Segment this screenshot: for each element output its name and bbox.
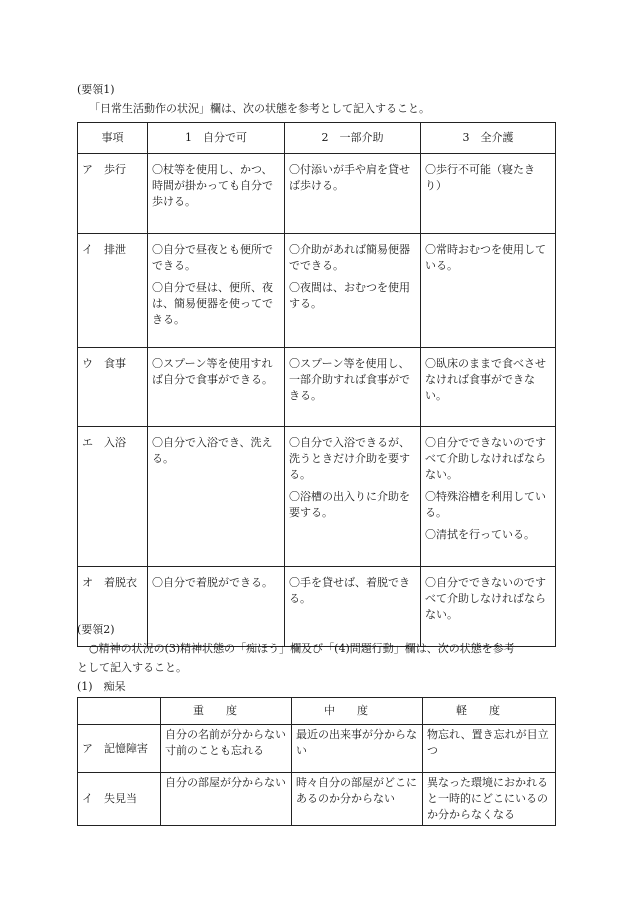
list-item: 〇浴槽の出入りに介助を要する。 [289, 489, 410, 519]
cell-partial [285, 154, 421, 234]
table-row-dressing [78, 567, 556, 647]
row-label: エ 入浴 [78, 427, 148, 567]
header-severe: 重度 [161, 698, 292, 725]
list-item: 〇清拭を行っている。 [425, 527, 535, 541]
list-item: 〇臥床のままで食べさせなければ食事ができない。 [425, 357, 546, 402]
cell-self [148, 348, 285, 427]
list-item: 〇スプーン等を使用すれば自分で食事ができる。 [152, 357, 273, 386]
cell-self [148, 567, 285, 647]
header-self: 1 自分で可 [148, 123, 285, 154]
header-partial-assist: 2 一部介助 [285, 123, 421, 154]
list-item: 〇杖等を使用し、かつ、時間が掛かっても自分で歩ける。 [152, 163, 273, 208]
table-row-walking [78, 154, 556, 234]
note1-heading: (要領1) [77, 83, 115, 96]
row-label: ウ 食事 [78, 348, 148, 427]
note2-heading: (要領2) [77, 623, 115, 636]
dementia-table [77, 697, 556, 826]
cell-partial [285, 348, 421, 427]
cell-self [148, 427, 285, 567]
header-mild: 軽度 [423, 698, 556, 725]
note2-line1: ○精神の状況の(3)精神状態の「痴ほう」欄及び「(4)問題行動」欄は、次の状態を参考 [89, 642, 515, 655]
cell-partial [285, 234, 421, 348]
row-label: ア 歩行 [78, 154, 148, 234]
header-item: 事項 [78, 123, 148, 154]
cell-self [148, 154, 285, 234]
table-row-bathing [78, 427, 556, 567]
table-row-meals [78, 348, 556, 427]
header-full-care: 3 全介護 [421, 123, 556, 154]
table-row-disorientation [78, 773, 556, 826]
list-item: 〇自分でできないのですべて介助しなければならない。 [425, 576, 546, 621]
cell-severe: 自分の名前が分からない 寸前のことも忘れる [161, 725, 292, 773]
cell-mild: 異なった環境におかれると一時的にどこにいるのか分からなくなる [423, 773, 556, 826]
list-item: 〇スプーン等を使用し、一部介助すれば食事ができる。 [289, 357, 410, 402]
list-item: 〇介助があれば簡易便器でできる。 [289, 243, 410, 272]
sub-heading: (1) 痴呆 [77, 680, 126, 693]
cell-severe: 自分の部屋が分からない [161, 773, 292, 826]
cell-full [421, 348, 556, 427]
daily-living-table [77, 122, 556, 647]
list-item: 〇常時おむつを使用している。 [425, 243, 546, 272]
cell-partial [285, 427, 421, 567]
cell-moderate: 最近の出来事が分からない [292, 725, 423, 773]
list-item: 〇夜間は、おむつを使用する。 [289, 280, 410, 310]
cell-moderate: 時々自分の部屋がどこにあるのか分からない [292, 773, 423, 826]
row-label: イ 排泄 [78, 234, 148, 348]
list-item: 〇特殊浴槽を利用している。 [425, 489, 546, 519]
header-blank [78, 698, 161, 725]
header-moderate: 中度 [292, 698, 423, 725]
table-row-excretion [78, 234, 556, 348]
list-item: 〇自分でできないのですべて介助しなければならない。 [425, 436, 546, 481]
list-item: 〇付添いが手や肩を貸せば歩ける。 [289, 163, 410, 192]
list-item: 〇自分で昼は、便所、夜は、簡易便器を使ってできる。 [152, 280, 273, 326]
cell-full [421, 154, 556, 234]
cell-partial [285, 567, 421, 647]
list-item: 〇手を貸せば、着脱できる。 [289, 576, 410, 605]
list-item: 〇自分で入浴でき、洗える。 [152, 436, 273, 465]
list-item: 〇自分で着脱ができる。 [152, 576, 273, 589]
table-header-row [78, 698, 556, 725]
cell-full [421, 567, 556, 647]
table-row-memory [78, 725, 556, 773]
row-label: オ 着脱衣 [78, 567, 148, 647]
list-item: 〇歩行不可能（寝たきり） [425, 163, 535, 192]
list-item: 〇自分で昼夜とも便所でできる。 [152, 243, 273, 272]
row-label: イ 失見当 [78, 773, 161, 826]
note2-line2: として記入すること。 [77, 661, 187, 674]
cell-full [421, 427, 556, 567]
cell-mild: 物忘れ、置き忘れが目立つ [423, 725, 556, 773]
table-header-row [78, 123, 556, 154]
cell-full [421, 234, 556, 348]
note1-text: 「日常生活動作の状況」欄は、次の状態を参考として記入すること。 [89, 102, 430, 115]
cell-self [148, 234, 285, 348]
list-item: 〇自分で入浴できるが、洗うときだけ介助を要する。 [289, 436, 410, 481]
row-label: ア 記憶障害 [78, 725, 161, 773]
